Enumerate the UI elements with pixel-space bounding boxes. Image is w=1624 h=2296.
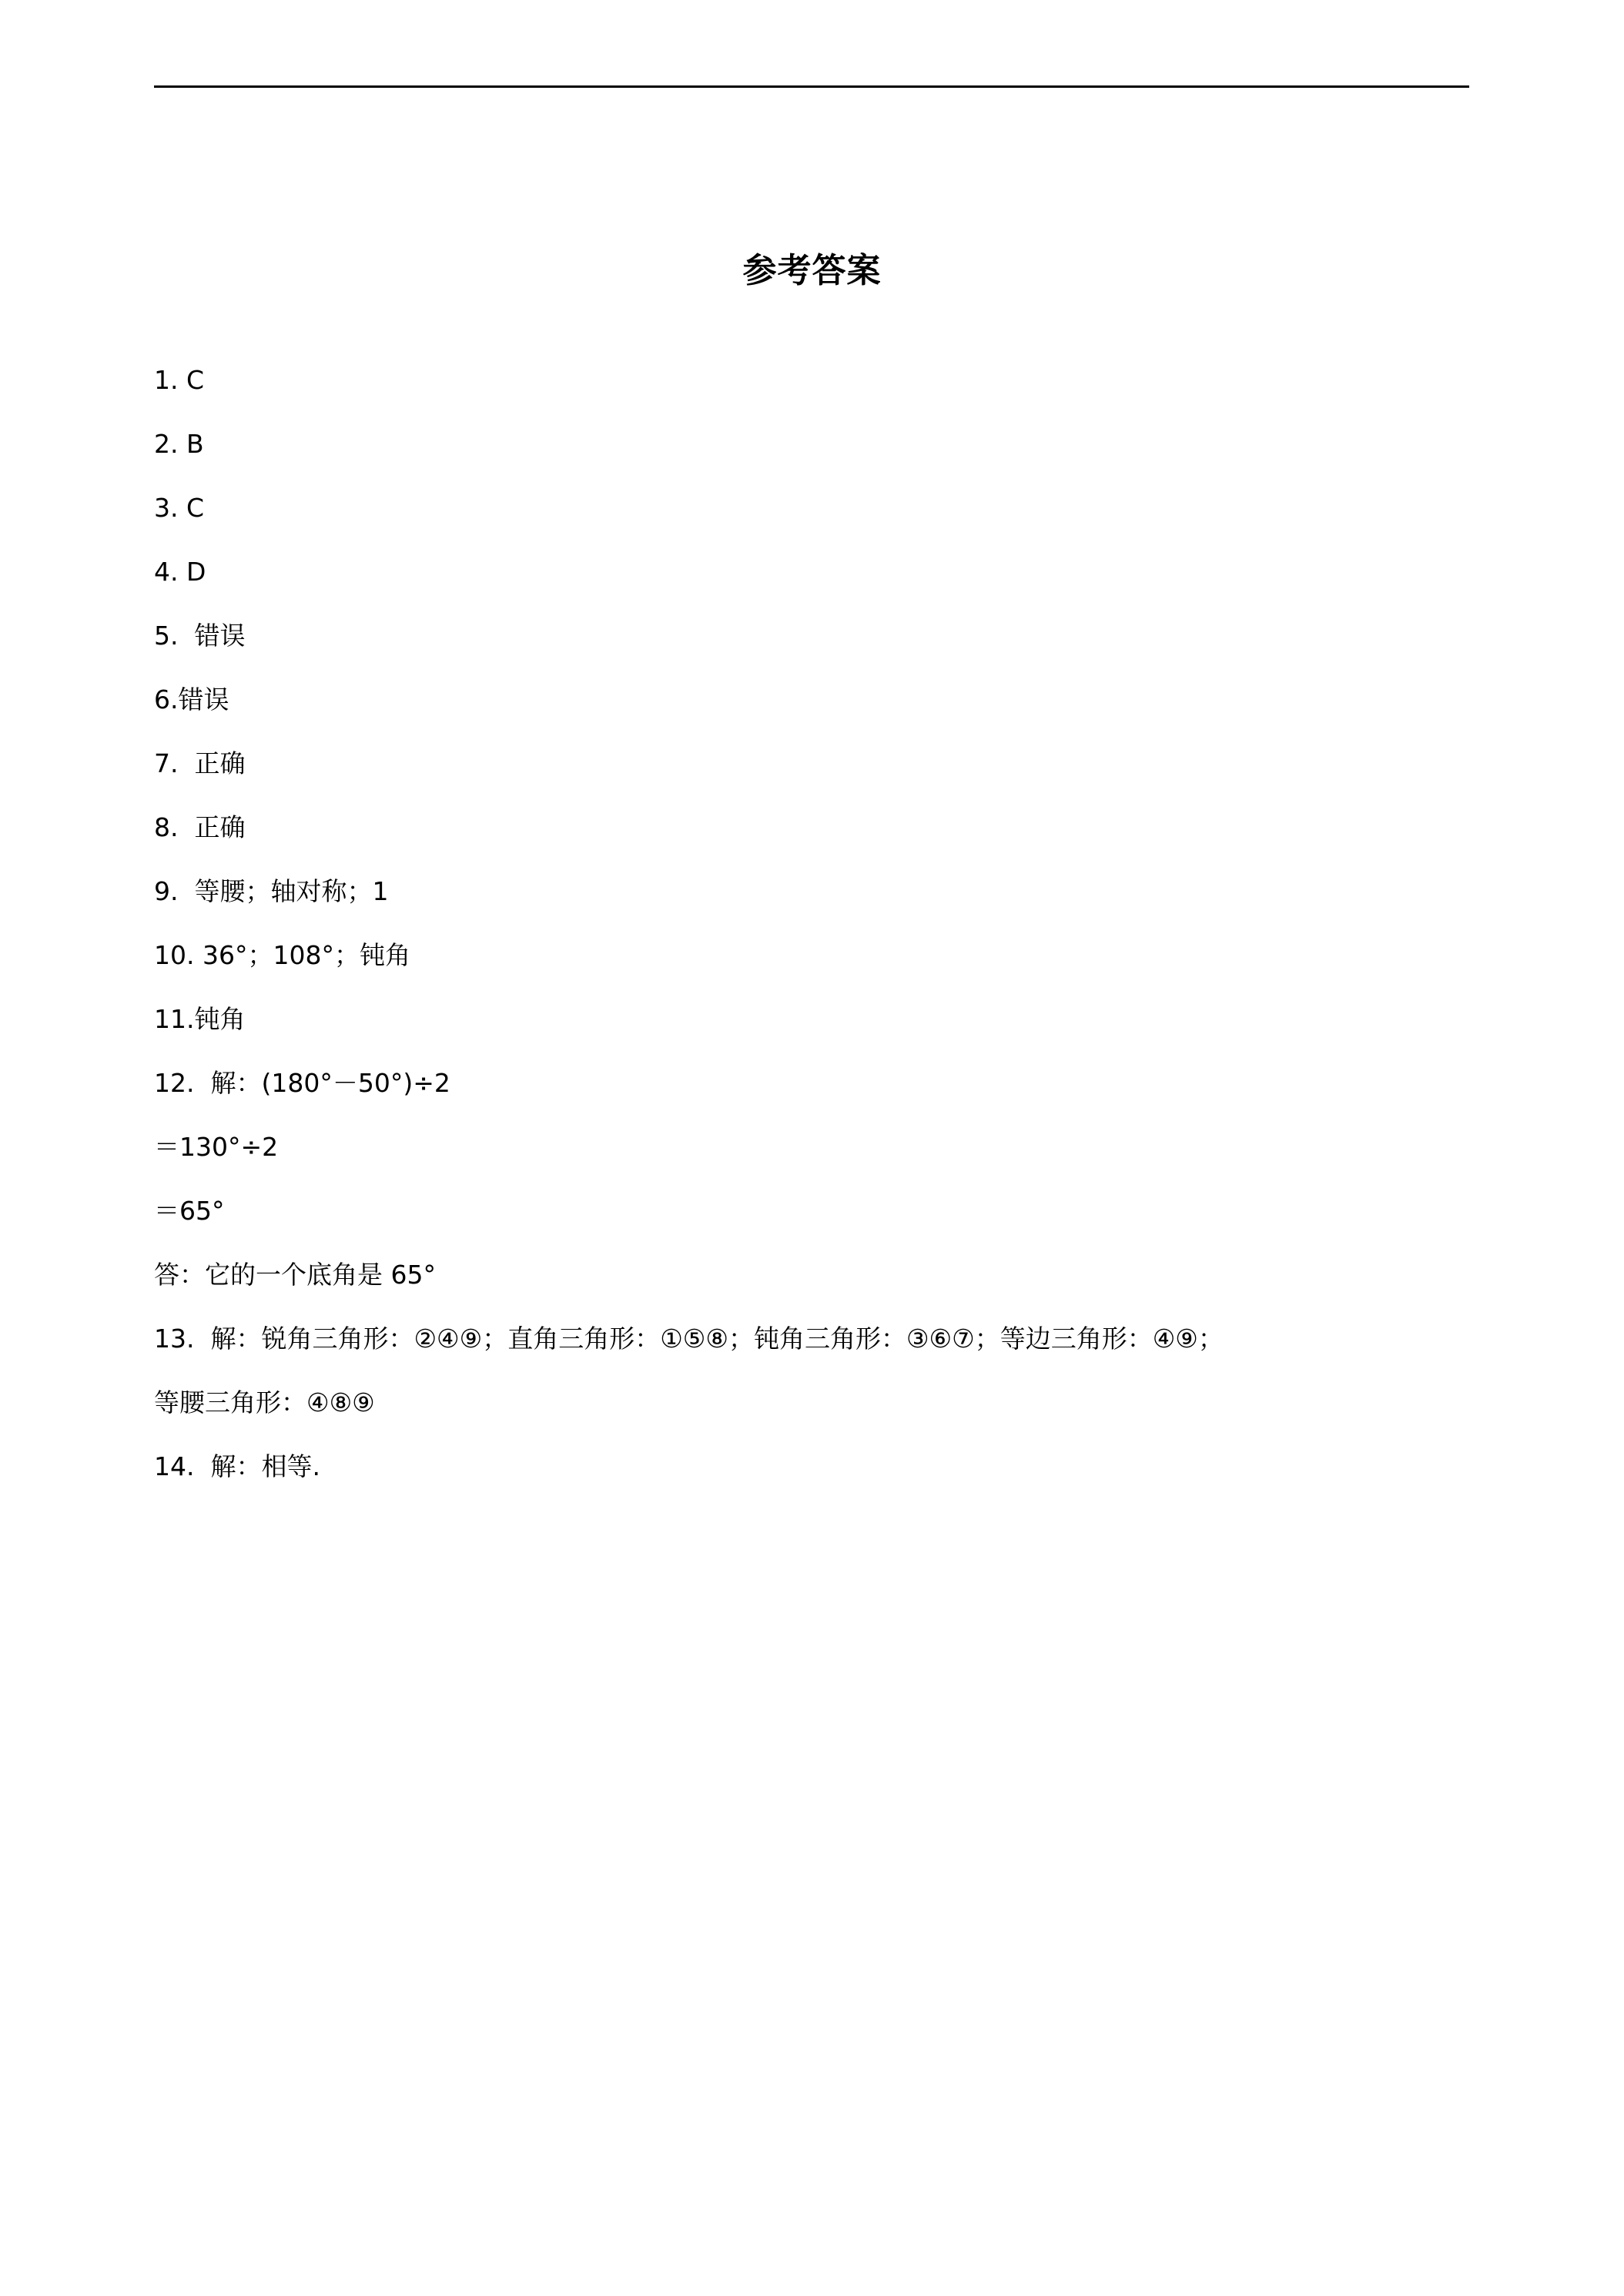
answer-line: 5. 错误 [154,621,246,651]
answer-line: 9. 等腰；轴对称；1 [154,876,389,906]
answer-line: 等腰三角形：④⑧⑨ [154,1387,375,1417]
answer-line: 8. 正确 [154,812,246,842]
answer-line: 10. 36°；108°；钝角 [154,940,410,970]
answer-line: 7. 正确 [154,748,246,778]
answer-line: 13. 解：锐角三角形：②④⑨；直角三角形：①⑤⑧；钝角三角形：③⑥⑦；等边三角形：④⑨； [154,1324,1224,1354]
answer-line: 答：它的一个底角是 65° [154,1260,436,1290]
answer-line: 6.错误 [154,684,229,715]
answer-line: 14. 解：相等. [154,1451,320,1481]
page-title: 参考答案 [742,251,882,290]
answer-line: 2. B [154,429,204,459]
answer-line: 3. C [154,493,205,523]
answer-line: 11.钝角 [154,1004,246,1034]
header-rule [154,85,1469,88]
answer-line: ＝65° [154,1196,225,1226]
answer-list [154,348,1478,1498]
answer-line: 4. D [154,557,206,587]
answer-line: 1. C [154,365,205,395]
answer-line: ＝130°÷2 [154,1132,279,1162]
answer-line: 12. 解：(180°－50°)÷2 [154,1068,450,1098]
